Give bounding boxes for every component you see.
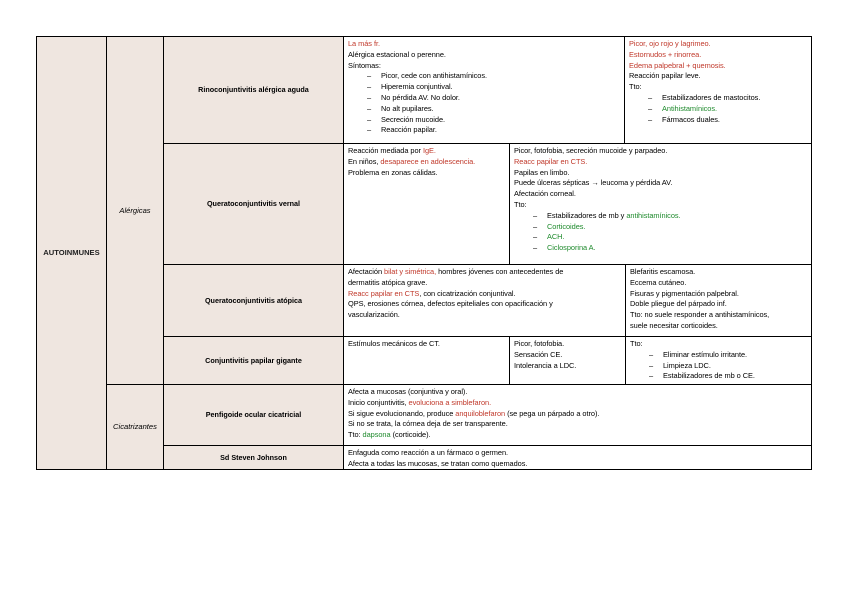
penfigoide-text: Inicio conjuntivitis,: [348, 397, 409, 407]
bullet-dash: –: [367, 114, 372, 124]
rino-symptom-text: No alt pupilares.: [381, 103, 434, 113]
papilar-tto-item: [630, 371, 811, 382]
rino-tto-item: [629, 93, 811, 104]
vernal-clinic-line: Afectación corneal.: [514, 189, 576, 199]
bullet-dash: –: [367, 92, 372, 102]
papilar-tto-cell: [625, 336, 812, 385]
penfigoide-line: Afecta a mucosas (conjuntiva y oral).: [348, 387, 468, 396]
papilar-symptom-cell: [509, 336, 626, 385]
rino-symptom-text: Reacción papilar.: [381, 125, 437, 135]
vernal-tto-item: [514, 222, 811, 233]
papilar-symptom-line: Picor, fotofobia.: [514, 339, 565, 348]
atopica-clinic-line: Tto: no suele responder a antihistamínicos,: [630, 310, 770, 320]
sjs-line: Afecta a todas las mucosas, se tratan como quemados.: [348, 458, 528, 468]
bullet-dash: –: [648, 103, 653, 113]
atopica-clinic-line: Doble pliegue del párpado inf.: [630, 299, 727, 309]
vernal-clinic-cell: [509, 143, 812, 265]
penfigoide-highlight: dapsona: [362, 430, 391, 440]
vernal-clinic-line: Papilas en limbo.: [514, 167, 570, 177]
disease-label-penfigoide: Penfigoide ocular cicatricial: [205, 410, 302, 419]
vernal-text: En niños,: [348, 156, 381, 166]
rino-clinic-line: Picor, ojo rojo y lagrimeo.: [629, 39, 711, 48]
bullet-dash: –: [533, 232, 538, 242]
disease-cell-sjs: [163, 445, 344, 470]
vernal-clinic-line: Tto:: [514, 199, 527, 209]
penfigoide-text: Si sigue evolucionando, produce: [348, 408, 456, 418]
atopica-line: QPS, erosiones córnea, defectos epiteliales con opacificación y: [348, 299, 553, 309]
vernal-tto-text: Corticoides.: [547, 221, 586, 231]
penfigoide-cell: [343, 384, 812, 446]
vernal-clinic-line: Reacc papilar en CTS.: [514, 156, 588, 166]
disease-cell-vernal: [163, 143, 344, 265]
disease-label-atopica: Queratoconjuntivitis atópica: [204, 295, 303, 305]
rino-tto-text: Antihistamínicos.: [662, 103, 718, 113]
rino-symptom-item: [348, 82, 624, 93]
rino-tto-text: Estabilizadores de mastocitos.: [662, 92, 761, 102]
atopica-description-cell: [343, 264, 626, 337]
vernal-tto-text: Ciclosporina A.: [547, 243, 596, 253]
rino-clinic-cell: [624, 36, 812, 144]
atopica-clinic-line: Eccema cutáneo.: [630, 277, 687, 287]
disease-cell-penfigoide: [163, 384, 344, 446]
group-cell-cicatrizantes: [106, 384, 164, 470]
papilar-tto-text: Estabilizadores de mb o CE.: [663, 371, 755, 381]
disease-cell-papilar: [163, 336, 344, 385]
group-cell-alergicas: [106, 36, 164, 385]
penfigoide-line: [348, 398, 811, 409]
rino-line: La más fr.: [348, 39, 380, 48]
atopica-highlight: bilat y simétrica,: [384, 267, 437, 276]
bullet-dash: –: [648, 92, 653, 102]
disease-cell-atopica: [163, 264, 344, 337]
bullet-dash: –: [648, 114, 653, 124]
bullet-dash: –: [367, 103, 372, 113]
disease-label-vernal: Queratoconjuntivitis vernal: [206, 199, 301, 208]
rino-symptom-text: Secreción mucoide.: [381, 114, 446, 124]
bullet-dash: –: [533, 243, 538, 253]
atopica-text: hombres jóvenes con antecedentes de: [436, 267, 564, 276]
rino-clinic-line: Reacción papilar leve.: [629, 71, 701, 81]
rino-tto-item: [629, 115, 811, 126]
vernal-tto-item: [514, 243, 811, 254]
disease-label-sjs: Sd Steven Johnson: [220, 452, 287, 462]
papilar-tto-item: [630, 361, 811, 372]
disease-label-rino: Rinoconjuntivitis alérgica aguda: [198, 85, 309, 94]
vernal-text: Reacción mediada por: [348, 146, 423, 155]
atopica-highlight: Reacc papilar en CTS: [348, 288, 420, 298]
sjs-line: Enfaguda como reacción a un fármaco o germen.: [348, 448, 509, 457]
bullet-dash: –: [649, 371, 654, 381]
rino-clinic-line: Tto:: [629, 82, 642, 92]
bullet-dash: –: [367, 125, 372, 135]
papilar-tto-line: Tto:: [630, 339, 643, 348]
rino-tto-item: [629, 104, 811, 115]
rino-symptom-text: Picor, cede con antihistamínicos.: [381, 71, 487, 81]
rino-clinic-line: Estornudos + rinorrea.: [629, 49, 702, 59]
penfigoide-text: (se pega un párpado a otro).: [505, 408, 600, 418]
papilar-description-cell: [343, 336, 510, 385]
sjs-cell: [343, 445, 812, 470]
rino-clinic-line: Edema palpebral + quemosis.: [629, 60, 726, 70]
rino-description-cell: [343, 36, 625, 144]
atopica-line: dermatitis atópica grave.: [348, 277, 428, 287]
vernal-line: [348, 146, 509, 157]
papilar-tto-text: Eliminar estímulo irritante.: [663, 349, 748, 359]
rino-symptom-item: [348, 71, 624, 82]
rino-symptom-item: [348, 104, 624, 115]
group-label-alergicas: Alérgicas: [119, 205, 151, 215]
papilar-symptom-line: Sensación CE.: [514, 349, 563, 359]
vernal-highlight: desaparece en adolescencia.: [380, 156, 476, 166]
bullet-dash: –: [367, 82, 372, 92]
atopica-clinic-line: Fisuras y pigmentación palpebral.: [630, 288, 739, 298]
rino-symptom-text: No pérdida AV. No dolor.: [381, 92, 460, 102]
penfigoide-line: [348, 409, 811, 420]
penfigoide-line: Si no se trata, la córnea deja de ser transparente.: [348, 419, 508, 429]
vernal-highlight: IgE.: [422, 146, 436, 155]
penfigoide-highlight: anquiloblefaron: [455, 408, 506, 418]
atopica-clinic-cell: [625, 264, 812, 337]
bullet-dash: –: [649, 349, 654, 359]
vernal-line: Problema en zonas cálidas.: [348, 167, 438, 177]
vernal-clinic-line: Puede úlceras sépticas → leucoma y pérdida AV.: [514, 178, 673, 188]
papilar-tto-item: [630, 350, 811, 361]
atopica-line: [348, 267, 625, 278]
rino-symptom-item: [348, 125, 624, 136]
vernal-tto-text: ACH.: [547, 232, 565, 242]
rino-symptom-item: [348, 115, 624, 126]
vernal-tto-item: [514, 232, 811, 243]
category-cell: [36, 36, 107, 470]
atopica-clinic-line: suele necesitar corticoides.: [630, 320, 718, 330]
vernal-tto-item: [514, 211, 811, 222]
category-label: AUTOINMUNES: [43, 248, 100, 257]
disease-cell-rino: [163, 36, 344, 144]
rino-symptom-item: [348, 93, 624, 104]
penfigoide-line: [348, 430, 811, 441]
atopica-clinic-line: Blefaritis escamosa.: [630, 267, 696, 276]
vernal-tto-text: Estabilizadores de mb y: [547, 210, 627, 220]
rino-symptom-text: Hiperemia conjuntival.: [381, 82, 453, 92]
papilar-line: Estímulos mecánicos de CT.: [348, 339, 440, 348]
vernal-line: [348, 157, 509, 168]
papilar-tto-text: Limpieza LDC.: [663, 360, 711, 370]
penfigoide-text: Tto:: [348, 430, 363, 440]
vernal-description-cell: [343, 143, 510, 265]
vernal-tto-highlight: antihistamínicos.: [626, 210, 681, 220]
papilar-symptom-line: Intolerancia a LDC.: [514, 360, 577, 370]
rino-tto-text: Fármacos duales.: [662, 114, 720, 124]
bullet-dash: –: [533, 210, 538, 220]
bullet-dash: –: [367, 71, 372, 81]
atopica-text: , con cicatrización conjuntival.: [419, 288, 516, 298]
atopica-line: vascularización.: [348, 310, 400, 320]
vernal-clinic-line: Picor, fotofobia, secreción mucoide y parpadeo.: [514, 146, 668, 155]
penfigoide-highlight: evoluciona a simblefaron.: [408, 397, 492, 407]
group-label-cicatrizantes: Cicatrizantes: [113, 422, 157, 431]
atopica-line: [348, 289, 625, 300]
bullet-dash: –: [533, 221, 538, 231]
disease-label-papilar: Conjuntivitis papilar gigante: [205, 355, 302, 365]
rino-line: Alérgica estacional o perenne.: [348, 49, 446, 59]
bullet-dash: –: [649, 360, 654, 370]
atopica-text: Afectación: [348, 267, 385, 276]
penfigoide-text: (corticoide).: [390, 430, 431, 440]
rino-line: Síntomas:: [348, 60, 381, 70]
